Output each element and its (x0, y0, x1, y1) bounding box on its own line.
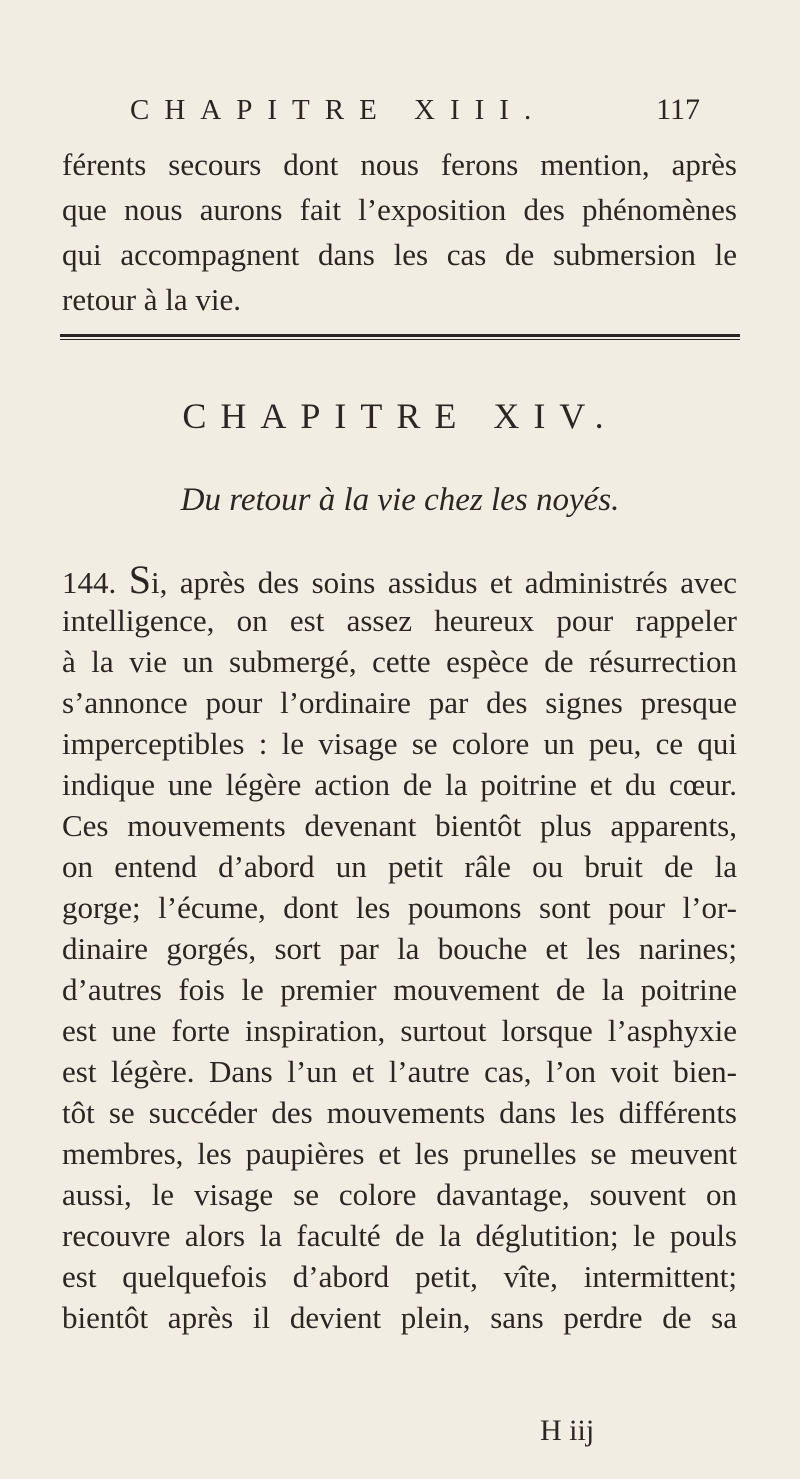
first-line-text: i, après des soins assidus et administrés avec (151, 565, 738, 600)
dropcap: S (128, 557, 152, 602)
text-line: que nous aurons fait l’exposition des phénomènes (62, 192, 737, 227)
chapter-heading: CHAPITRE XIV. (182, 396, 618, 436)
page-number: 117 (656, 93, 700, 126)
text-line: Ces mouvements devenant bientôt plus apparents, (62, 808, 737, 843)
text-line: dinaire gorgés, sort par la bouche et les narines; (62, 931, 737, 966)
text-line: retour à la vie. (62, 282, 242, 317)
text-line: à la vie un submergé, cette espèce de résurrection (62, 644, 737, 679)
text-line: est légère. Dans l’un et l’autre cas, l’on voit bien- (62, 1054, 737, 1089)
text-line: intelligence, on est assez heureux pour rappeler (62, 603, 737, 638)
text-line: est une forte inspiration, surtout lorsque l’asphyxie (62, 1013, 737, 1048)
running-head (130, 90, 700, 130)
text-line: gorge; l’écume, dont les poumons sont pour l’or- (62, 890, 737, 925)
text-line: recouvre alors la faculté de la déglutition; le pouls (62, 1218, 737, 1253)
text-line: aussi, le visage se colore davantage, souvent on (62, 1177, 737, 1212)
text-line: bientôt après il devient plein, sans perdre de sa (62, 1300, 737, 1335)
text-line: s’annonce pour l’ordinaire par des signes presque (62, 685, 737, 720)
text-line: on entend d’abord un petit râle ou bruit de la (62, 849, 737, 884)
text-line: d’autres fois le premier mouvement de la poitrine (62, 972, 737, 1007)
text-line: imperceptibles : le visage se colore un peu, ce qui (62, 726, 737, 761)
running-title: CHAPITRE XIII. (130, 94, 547, 126)
text-line: férents secours dont nous ferons mention, après (62, 147, 737, 182)
text-line: indique une légère action de la poitrine et du cœur. (62, 767, 737, 802)
paragraph-number: 144. (62, 565, 117, 600)
text-line: est quelquefois d’abord petit, vîte, intermittent; (62, 1259, 737, 1294)
section-divider (60, 334, 740, 342)
text-line: membres, les paupières et les prunelles se meuvent (62, 1136, 737, 1171)
chapter-subtitle: Du retour à la vie chez les noyés. (180, 482, 620, 518)
signature-mark: H iij (540, 1414, 595, 1447)
text-line: qui accompagnent dans les cas de submersion le (62, 237, 737, 272)
text-line: tôt se succéder des mouvements dans les différents (62, 1095, 737, 1130)
paragraph-first-line (62, 557, 738, 603)
